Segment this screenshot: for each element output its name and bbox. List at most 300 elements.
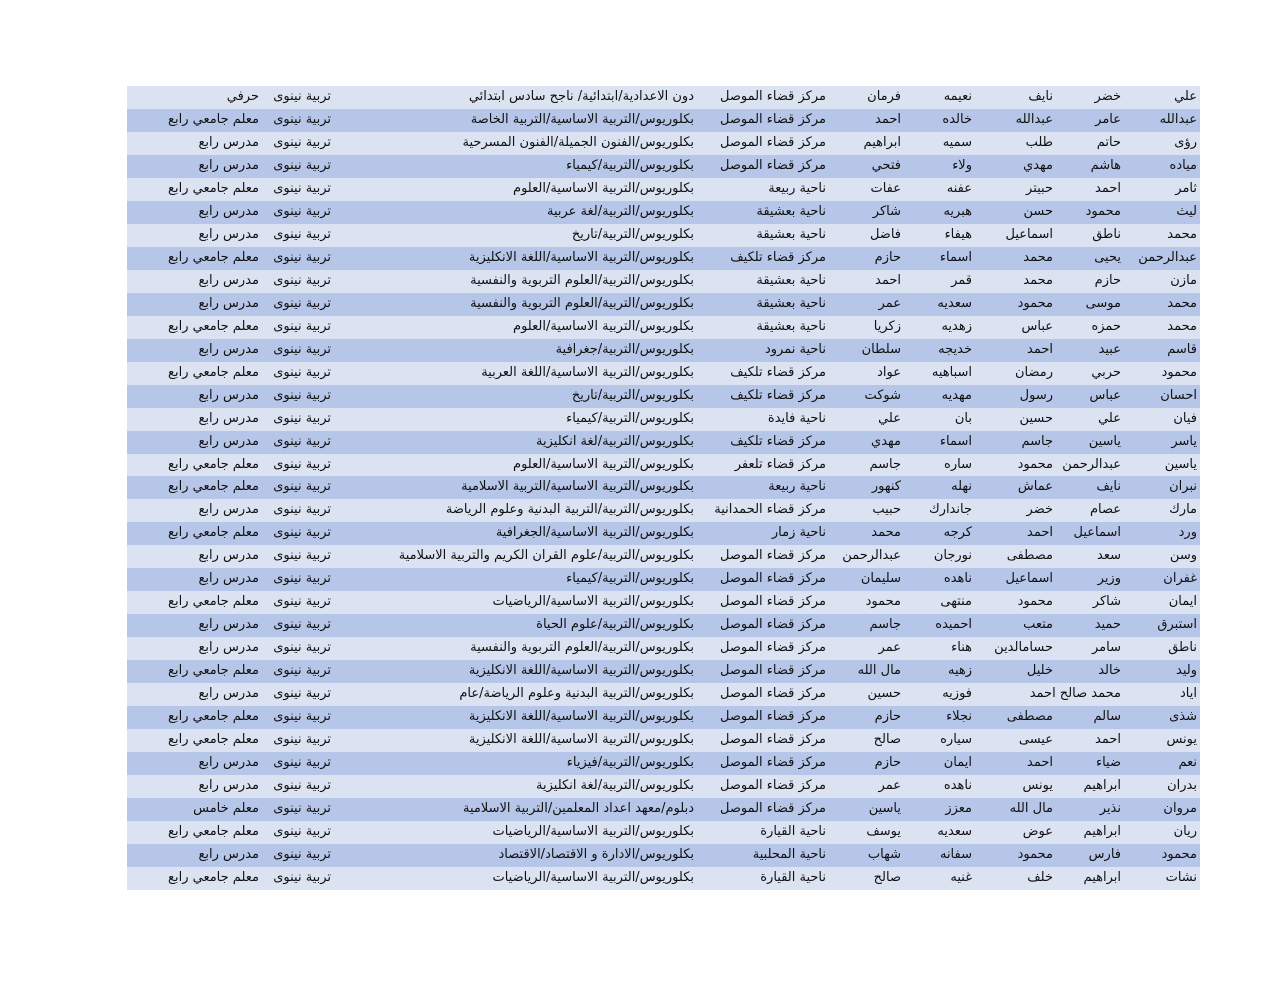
cell-directorate: تربية نينوى (273, 686, 331, 702)
cell-mother-name: سعديه (937, 295, 972, 311)
cell-mother-father-name: عبدالرحمن (842, 548, 901, 564)
cell-grandfather-name: اسماعيل (1005, 571, 1053, 587)
cell-directorate: تربية نينوى (273, 846, 331, 862)
cell-title: مدرس رابع (198, 203, 259, 219)
cell-first-name: علي (1174, 89, 1197, 104)
cell-first-name: رؤى (1174, 134, 1197, 150)
cell-father-name: نايف (1096, 479, 1121, 495)
cell-first-name: ليث (1176, 203, 1197, 219)
cell-grandfather-name: عماش (1017, 479, 1053, 495)
cell-mother-name: زهيه (947, 663, 972, 679)
cell-father-name: محمد صالح احمد (1029, 686, 1121, 702)
table-row (127, 867, 1200, 890)
cell-first-name: فيان (1173, 410, 1197, 426)
cell-father-name: ضياء (1095, 755, 1121, 771)
cell-father-name: فارس (1088, 846, 1121, 862)
cell-mother-father-name: فتحي (871, 157, 901, 173)
cell-mother-name: هيفاء (944, 226, 972, 242)
cell-directorate: تربية نينوى (273, 272, 331, 288)
cell-mother-name: ناهده (943, 571, 972, 587)
cell-mother-father-name: عفات (870, 180, 901, 196)
cell-first-name: محمود (1161, 846, 1197, 862)
table-row (127, 637, 1200, 660)
table-row (127, 362, 1200, 385)
cell-father-name: حربي (1091, 364, 1121, 380)
cell-mother-father-name: صالح (873, 869, 901, 885)
cell-title: حرفي (226, 89, 259, 104)
cell-mother-name: نجلاء (946, 709, 972, 725)
cell-directorate: تربية نينوى (273, 89, 331, 104)
cell-mother-father-name: عمر (878, 778, 901, 794)
cell-father-name: سامر (1092, 640, 1121, 656)
cell-qualification: بكلوريوس/التربية الاساسية/اللغة الانكليزية (468, 732, 694, 748)
cell-grandfather-name: محمد (1023, 272, 1053, 288)
cell-mother-father-name: صالح (873, 732, 901, 748)
table-row (127, 132, 1200, 155)
cell-mother-father-name: يوسف (866, 824, 901, 839)
cell-qualification: بكلوريوس/التربية الاساسية/الرياضيات (492, 594, 694, 610)
cell-mother-name: نورجان (933, 548, 972, 564)
cell-grandfather-name: عباس (1021, 318, 1053, 334)
cell-directorate: تربية نينوى (273, 640, 331, 656)
cell-title: معلم جامعي رابع (168, 456, 259, 472)
cell-directorate: تربية نينوى (273, 203, 331, 219)
cell-title: مدرس رابع (198, 410, 259, 426)
cell-first-name: محمود (1161, 364, 1197, 380)
table-row (127, 844, 1200, 867)
cell-title: مدرس رابع (198, 846, 259, 862)
cell-qualification: بكلوريوس/التربية/التربية البدنية وعلوم الرياضة (445, 502, 694, 518)
cell-qualification: بكلوريوس/التربية الاساسية/اللغة الانكليزية (468, 663, 694, 679)
cell-first-name: ياسين (1164, 456, 1197, 472)
cell-father-name: خضر (1094, 89, 1121, 104)
cell-mother-name: سعديه (937, 824, 972, 839)
cell-directorate: تربية نينوى (273, 295, 331, 311)
cell-title: معلم جامعي رابع (168, 249, 259, 265)
cell-father-name: ناطق (1092, 226, 1121, 242)
cell-location: ناحية بعشيقة (756, 318, 826, 334)
cell-father-name: سعد (1097, 548, 1121, 564)
cell-mother-name: معزز (945, 801, 972, 817)
cell-mother-name: نهله (951, 479, 972, 495)
cell-father-name: احمد (1095, 732, 1121, 748)
cell-mother-name: منتهى (940, 594, 972, 610)
cell-mother-father-name: سلطان (861, 341, 901, 357)
cell-father-name: ياسين (1088, 433, 1121, 449)
cell-qualification: بكلوريوس/التربية/تاريخ (571, 387, 694, 403)
cell-grandfather-name: محمود (1017, 456, 1053, 472)
cell-father-name: سالم (1093, 709, 1121, 725)
cell-location: مركز قضاء الموصل (719, 709, 826, 725)
cell-title: مدرس رابع (198, 134, 259, 150)
cell-qualification: بكلوريوس/الادارة و الاقتصاد/الاقتصاد (498, 846, 694, 862)
cell-directorate: تربية نينوى (273, 525, 331, 541)
cell-directorate: تربية نينوى (273, 571, 331, 587)
cell-qualification: بكلوريوس/التربية/العلوم التربوية والنفسية (470, 272, 694, 288)
cell-location: مركز قضاء الموصل (719, 548, 826, 564)
cell-first-name: ناطق (1168, 640, 1197, 656)
cell-qualification: بكلوريوس/التربية الاساسية/العلوم (513, 318, 694, 334)
cell-grandfather-name: حسن (1023, 203, 1053, 219)
cell-location: ناحية بعشيقة (756, 203, 826, 219)
cell-title: معلم جامعي رابع (168, 732, 259, 748)
table-row (127, 201, 1200, 224)
table-row (127, 224, 1200, 247)
cell-first-name: بدران (1167, 778, 1197, 794)
cell-directorate: تربية نينوى (273, 433, 331, 449)
cell-mother-father-name: محمد (871, 525, 901, 541)
cell-grandfather-name: رسول (1019, 387, 1053, 403)
cell-father-name: حميد (1094, 617, 1121, 633)
cell-location: ناحية فايدة (767, 410, 826, 426)
cell-mother-name: خديجه (938, 341, 972, 357)
cell-location: مركز قضاء الموصل (719, 663, 826, 679)
cell-title: مدرس رابع (198, 157, 259, 173)
cell-grandfather-name: عيسى (1018, 732, 1053, 748)
cell-mother-name: مهديه (941, 387, 972, 403)
cell-father-name: علي (1098, 410, 1121, 426)
cell-mother-name: ساره (944, 456, 972, 472)
table-row (127, 476, 1200, 499)
cell-mother-father-name: عمر (878, 295, 901, 311)
cell-first-name: يونس (1166, 732, 1197, 748)
cell-directorate: تربية نينوى (273, 617, 331, 633)
cell-grandfather-name: عوض (1022, 824, 1053, 839)
cell-grandfather-name: مصطفى (1006, 709, 1053, 725)
cell-directorate: تربية نينوى (273, 180, 331, 196)
cell-mother-father-name: حبيب (872, 502, 901, 518)
cell-mother-name: عفنه (946, 180, 972, 196)
cell-father-name: عصام (1089, 502, 1121, 518)
cell-qualification: بكلوريوس/التربية البدنية وعلوم الرياضة/عام (459, 686, 694, 702)
cell-directorate: تربية نينوى (273, 157, 331, 173)
cell-father-name: نذير (1099, 801, 1121, 817)
table-row (127, 798, 1200, 821)
cell-location: مركز قضاء الموصل (719, 801, 826, 817)
cell-first-name: نعم (1178, 755, 1197, 771)
cell-mother-father-name: ابراهيم (863, 134, 901, 150)
cell-grandfather-name: مهدي (1023, 157, 1053, 173)
cell-title: مدرس رابع (198, 617, 259, 633)
cell-first-name: قاسم (1167, 341, 1197, 357)
cell-directorate: تربية نينوى (273, 594, 331, 610)
cell-qualification: بكلوريوس/التربية/لغة عربية (546, 203, 694, 219)
cell-mother-name: جاندارك (928, 502, 972, 518)
cell-location: مركز قضاء الموصل (719, 571, 826, 587)
cell-mother-name: ولاء (952, 157, 972, 173)
cell-qualification: بكلوريوس/التربية الاساسية/الرياضيات (492, 824, 694, 839)
cell-father-name: هاشم (1090, 157, 1121, 173)
cell-first-name: عبدالله (1159, 111, 1197, 127)
cell-location: ناحية القيارة (760, 869, 826, 885)
cell-mother-father-name: فاضل (869, 226, 901, 242)
cell-father-name: ابراهيم (1083, 778, 1121, 794)
cell-title: مدرس رابع (198, 640, 259, 656)
cell-first-name: نبران (1169, 479, 1197, 495)
cell-first-name: ياسر (1171, 433, 1197, 449)
cell-directorate: تربية نينوى (273, 341, 331, 357)
cell-grandfather-name: متعب (1023, 617, 1053, 633)
cell-qualification: بكلوريوس/التربية الاساسية/العلوم (513, 180, 694, 196)
cell-title: معلم جامعي رابع (168, 663, 259, 679)
cell-mother-father-name: علي (878, 410, 901, 426)
cell-title: مدرس رابع (198, 778, 259, 794)
cell-title: مدرس رابع (198, 387, 259, 403)
cell-qualification: بكلوريوس/التربية الاساسية/التربية الاسلامية (461, 479, 694, 495)
cell-location: مركز قضاء الموصل (719, 755, 826, 771)
cell-grandfather-name: محمود (1017, 846, 1053, 862)
cell-first-name: محمد (1167, 318, 1197, 334)
cell-father-name: حمزه (1091, 318, 1121, 334)
cell-grandfather-name: حبيتر (1026, 180, 1053, 196)
cell-location: مركز قضاء تلكيف (730, 387, 826, 403)
cell-father-name: خالد (1098, 663, 1121, 679)
cell-first-name: مروان (1163, 801, 1197, 817)
cell-title: مدرس رابع (198, 755, 259, 771)
table-row (127, 821, 1200, 844)
cell-first-name: استبرق (1157, 617, 1197, 633)
cell-directorate: تربية نينوى (273, 479, 331, 495)
cell-father-name: ابراهيم (1083, 824, 1121, 839)
cell-location: مركز قضاء الموصل (719, 778, 826, 794)
cell-title: معلم جامعي رابع (168, 180, 259, 196)
cell-mother-name: بان (954, 410, 972, 426)
table-row (127, 522, 1200, 545)
cell-mother-father-name: عمر (878, 640, 901, 656)
cell-title: مدرس رابع (198, 341, 259, 357)
cell-mother-father-name: فرمان (867, 89, 901, 104)
cell-location: مركز قضاء تلعفر (734, 456, 826, 472)
cell-title: معلم جامعي رابع (168, 318, 259, 334)
cell-directorate: تربية نينوى (273, 111, 331, 127)
cell-first-name: ثامر (1175, 180, 1197, 196)
cell-location: مركز قضاء تلكيف (730, 433, 826, 449)
cell-father-name: ابراهيم (1083, 869, 1121, 885)
cell-father-name: عبيد (1098, 341, 1121, 357)
cell-mother-name: سياره (940, 732, 972, 748)
cell-father-name: يحيى (1094, 249, 1121, 265)
cell-title: معلم جامعي رابع (168, 364, 259, 380)
cell-mother-name: اسباهيه (931, 364, 972, 380)
cell-title: معلم جامعي رابع (168, 479, 259, 495)
cell-father-name: عباس (1089, 387, 1121, 403)
cell-location: ناحية بعشيقة (756, 226, 826, 242)
cell-qualification: بكلوريوس/التربية الاساسية/التربية الخاصة (470, 111, 694, 127)
cell-directorate: تربية نينوى (273, 364, 331, 380)
cell-qualification: بكلوريوس/التربية الاساسية/اللغة العربية (481, 364, 694, 380)
cell-mother-father-name: محمود (865, 594, 901, 610)
cell-directorate: تربية نينوى (273, 663, 331, 679)
table-row (127, 752, 1200, 775)
cell-mother-name: اسماء (939, 433, 972, 449)
cell-mother-father-name: شاكر (872, 203, 901, 219)
cell-title: مدرس رابع (198, 548, 259, 564)
cell-grandfather-name: محمد (1023, 249, 1053, 265)
table-row (127, 545, 1200, 568)
cell-qualification: بكلوريوس/التربية/لغة انكليزية (536, 433, 694, 449)
cell-qualification: بكلوريوس/التربية/كيمياء (566, 157, 694, 173)
cell-grandfather-name: جاسم (1021, 433, 1053, 449)
cell-grandfather-name: حسين (1019, 410, 1053, 426)
cell-grandfather-name: يونس (1022, 778, 1053, 794)
cell-mother-father-name: عواد (877, 364, 901, 380)
table-row (127, 431, 1200, 454)
cell-mother-father-name: حسين (867, 686, 901, 702)
cell-mother-name: خالده (942, 111, 972, 127)
cell-mother-father-name: حازم (874, 249, 901, 265)
cell-qualification: بكلوريوس/التربية/تاريخ (571, 226, 694, 242)
cell-qualification: بكلوريوس/التربية/العلوم التربوية والنفسية (470, 640, 694, 656)
cell-location: مركز قضاء الموصل (719, 732, 826, 748)
cell-directorate: تربية نينوى (273, 801, 331, 817)
cell-grandfather-name: مال الله (1009, 801, 1053, 817)
cell-location: ناحية المحلبية (752, 846, 826, 862)
cell-directorate: تربية نينوى (273, 226, 331, 242)
cell-grandfather-name: حسامالدين (994, 640, 1053, 656)
cell-mother-name: هبريه (943, 203, 972, 219)
cell-title: معلم جامعي رابع (168, 111, 259, 127)
cell-location: مركز قضاء الموصل (719, 686, 826, 702)
cell-qualification: بكلوريوس/التربية/جغرافية (555, 341, 694, 357)
cell-directorate: تربية نينوى (273, 134, 331, 150)
cell-mother-father-name: مال الله (857, 663, 901, 679)
cell-title: معلم جامعي رابع (168, 594, 259, 610)
cell-qualification: دبلوم/معهد اعداد المعلمين/التربية الاسلامية (463, 801, 694, 817)
cell-directorate: تربية نينوى (273, 824, 331, 839)
cell-father-name: حازم (1094, 272, 1121, 288)
cell-mother-name: غنيه (950, 869, 972, 885)
cell-father-name: حاتم (1096, 134, 1121, 150)
cell-first-name: وليد (1176, 663, 1197, 679)
table-row (127, 385, 1200, 408)
cell-qualification: بكلوريوس/التربية/لغة انكليزية (536, 778, 694, 794)
cell-location: ناحية بعشيقة (756, 295, 826, 311)
cell-grandfather-name: احمد (1027, 525, 1053, 541)
cell-location: ناحية ربيعة (768, 479, 826, 495)
cell-title: معلم جامعي رابع (168, 824, 259, 839)
cell-qualification: بكلوريوس/التربية/كيمياء (566, 410, 694, 426)
cell-title: مدرس رابع (198, 571, 259, 587)
cell-mother-name: اسماء (939, 249, 972, 265)
cell-grandfather-name: محمود (1017, 295, 1053, 311)
cell-grandfather-name: خلف (1027, 869, 1053, 885)
cell-grandfather-name: احمد (1027, 755, 1053, 771)
cell-qualification: بكلوريوس/الفنون الجميلة/الفنون المسرحية (462, 134, 694, 150)
table-row (127, 729, 1200, 752)
table-row (127, 339, 1200, 362)
cell-mother-father-name: احمد (875, 111, 901, 127)
cell-mother-name: هناء (951, 640, 972, 656)
table-row (127, 408, 1200, 431)
cell-qualification: بكلوريوس/التربية/كيمياء (566, 571, 694, 587)
cell-location: مركز قضاء تلكيف (730, 364, 826, 380)
cell-mother-father-name: جاسم (869, 617, 901, 633)
cell-mother-name: قمر (951, 272, 972, 288)
cell-mother-name: سميه (942, 134, 972, 150)
cell-title: مدرس رابع (198, 272, 259, 288)
cell-location: ناحية بعشيقة (756, 272, 826, 288)
cell-location: ناحية نمرود (764, 341, 826, 357)
cell-first-name: محمد (1167, 226, 1197, 242)
cell-qualification: بكلوريوس/التربية الاساسية/الجغرافية (495, 525, 694, 541)
cell-directorate: تربية نينوى (273, 456, 331, 472)
cell-directorate: تربية نينوى (273, 548, 331, 564)
cell-mother-name: زهديه (941, 318, 972, 334)
cell-qualification: بكلوريوس/التربية الاساسية/العلوم (513, 456, 694, 472)
cell-first-name: مياده (1169, 157, 1197, 173)
table-row (127, 270, 1200, 293)
cell-first-name: احسان (1160, 387, 1197, 403)
cell-first-name: محمد (1167, 295, 1197, 311)
cell-title: مدرس رابع (198, 295, 259, 311)
cell-first-name: مارك (1169, 502, 1197, 518)
cell-mother-name: ناهده (943, 778, 972, 794)
cell-first-name: ورد (1178, 525, 1197, 541)
table-row (127, 614, 1200, 637)
cell-directorate: تربية نينوى (273, 732, 331, 748)
table-row (127, 660, 1200, 683)
cell-directorate: تربية نينوى (273, 318, 331, 334)
cell-father-name: محمود (1085, 203, 1121, 219)
cell-mother-father-name: زكريا (873, 318, 901, 334)
cell-title: معلم خامس (193, 801, 259, 817)
cell-mother-father-name: شهاب (867, 846, 901, 862)
table-row (127, 155, 1200, 178)
cell-father-name: شاكر (1092, 594, 1121, 610)
cell-mother-name: احميده (935, 617, 972, 633)
cell-qualification: بكلوريوس/التربية/فيزياء (566, 755, 694, 771)
cell-grandfather-name: رمضان (1014, 364, 1053, 380)
cell-mother-father-name: حازم (874, 755, 901, 771)
cell-grandfather-name: احمد (1027, 341, 1053, 357)
cell-directorate: تربية نينوى (273, 778, 331, 794)
cell-directorate: تربية نينوى (273, 410, 331, 426)
cell-grandfather-name: طلب (1025, 134, 1053, 150)
table-row (127, 247, 1200, 270)
cell-location: ناحية ربيعة (768, 180, 826, 196)
cell-grandfather-name: محمود (1017, 594, 1053, 610)
cell-first-name: ايمان (1168, 594, 1197, 610)
table-row (127, 86, 1200, 109)
cell-title: معلم جامعي رابع (168, 525, 259, 541)
cell-mother-father-name: جاسم (869, 456, 901, 472)
cell-location: مركز قضاء الموصل (719, 594, 826, 610)
cell-mother-father-name: حازم (874, 709, 901, 725)
cell-location: مركز قضاء الموصل (719, 89, 826, 104)
table-row (127, 683, 1200, 706)
cell-qualification: بكلوريوس/التربية/العلوم التربوية والنفسية (470, 295, 694, 311)
cell-first-name: مازن (1170, 272, 1197, 288)
table-row (127, 499, 1200, 522)
cell-title: مدرس رابع (198, 502, 259, 518)
cell-title: مدرس رابع (198, 226, 259, 242)
table-row (127, 706, 1200, 729)
employee-table (127, 86, 1200, 890)
cell-mother-father-name: ياسين (868, 801, 901, 817)
cell-father-name: احمد (1095, 180, 1121, 196)
cell-location: مركز قضاء الموصل (719, 134, 826, 150)
cell-grandfather-name: عبدالله (1015, 111, 1053, 127)
cell-father-name: موسى (1085, 295, 1121, 311)
cell-mother-name: سفانه (939, 846, 972, 862)
cell-grandfather-name: خليل (1026, 663, 1053, 679)
cell-father-name: وزير (1097, 571, 1121, 587)
cell-first-name: اياد (1180, 686, 1197, 702)
cell-grandfather-name: نايف (1028, 89, 1053, 104)
cell-first-name: عبدالرحمن (1138, 249, 1197, 265)
cell-location: مركز قضاء الموصل (719, 111, 826, 127)
cell-grandfather-name: خضر (1026, 502, 1053, 518)
